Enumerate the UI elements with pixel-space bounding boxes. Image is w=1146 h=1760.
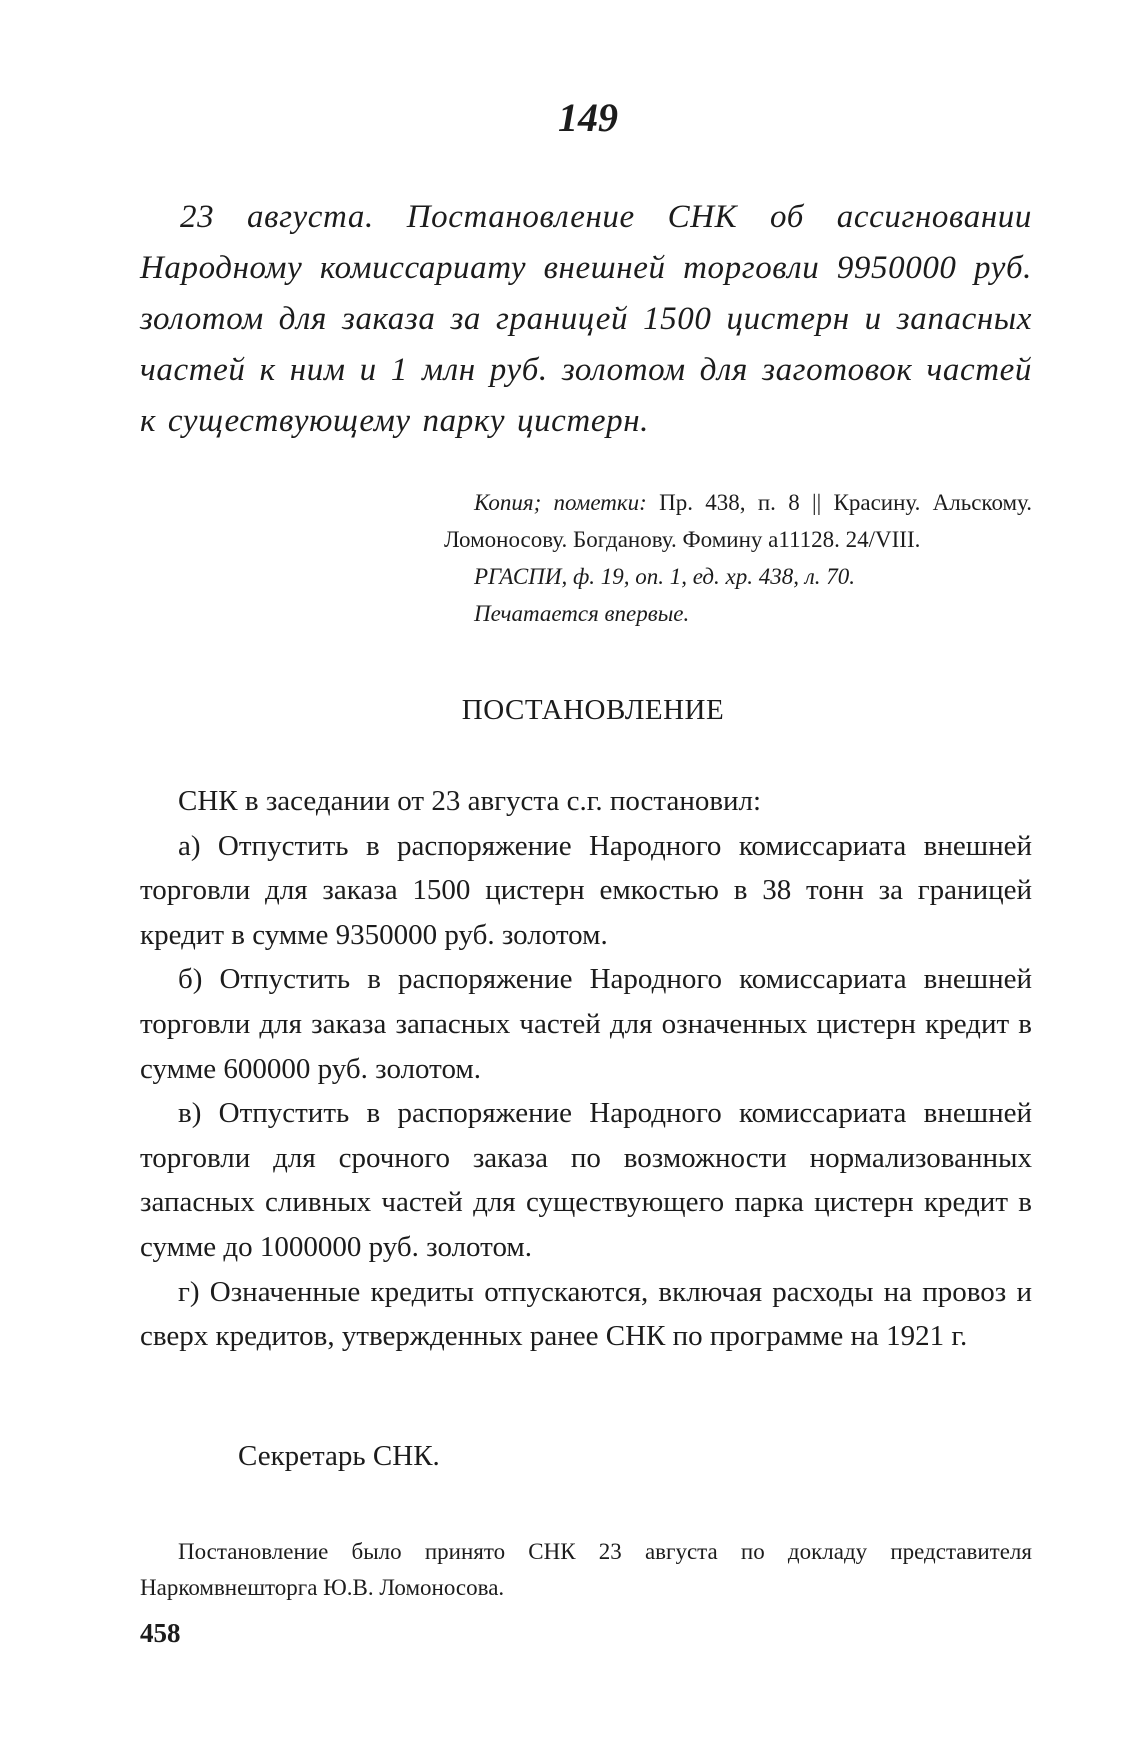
source-note	[444, 484, 1032, 632]
source-copy-line	[444, 484, 1032, 558]
footnote: Постановление было принято СНК 23 августа по докладу представителя Наркомвнешторга Ю.В. Ломоносова.	[140, 1539, 1032, 1600]
document-heading: 23 августа. Постановление СНК об ассигновании Народному комиссариату внешней торговли 9950000 руб. золотом для заказа за границей 1500 цистерн и запасных частей к ним и 1 млн руб. золотом для заготовок частей к существующему парку цистерн.	[140, 199, 1032, 439]
resolution-item-v: в) Отпустить в распоряжение Народного комиссариата внешней торговли для срочного заказа по возможности нормализованных запасных сливных частей для существующего парка цистерн кредит в сумме до 1000000 руб. золотом.	[140, 1097, 1032, 1263]
document-number: 149	[558, 95, 618, 140]
source-copy-label: Копия; пометки:	[474, 490, 647, 515]
page-number: 458	[140, 1618, 181, 1648]
resolution-intro: СНК в заседании от 23 августа с.г. постановил:	[178, 785, 762, 817]
resolution-item-a: а) Отпустить в распоряжение Народного комиссариата внешней торговли для заказа 1500 цистерн емкостью в 38 тонн за границей кредит в сумме 9350000 руб. золотом.	[140, 829, 1032, 951]
resolution-body	[140, 779, 1032, 1359]
source-copy-text: Пр. 438, п. 8 || Красину. Альскому. Ломоносову. Богданову. Фомину а11128. 24/VIII.	[444, 490, 1033, 552]
resolution-title: ПОСТАНОВЛЕНИЕ	[461, 694, 725, 726]
source-archive: РГАСПИ, ф. 19, оп. 1, ед. хр. 438, л. 70.	[474, 564, 856, 589]
resolution-item-g: г) Означенные кредиты отпускаются, включая расходы на провоз и сверх кредитов, утвержденных ранее СНК по программе на 1921 г.	[140, 1275, 1032, 1353]
signature: Секретарь СНК.	[238, 1440, 440, 1472]
source-publication: Печатается впервые.	[474, 601, 690, 626]
resolution-item-b: б) Отпустить в распоряжение Народного комиссариата внешней торговли для заказа запасных частей для означенных цистерн кредит в сумме 600000 руб. золотом.	[140, 963, 1032, 1085]
